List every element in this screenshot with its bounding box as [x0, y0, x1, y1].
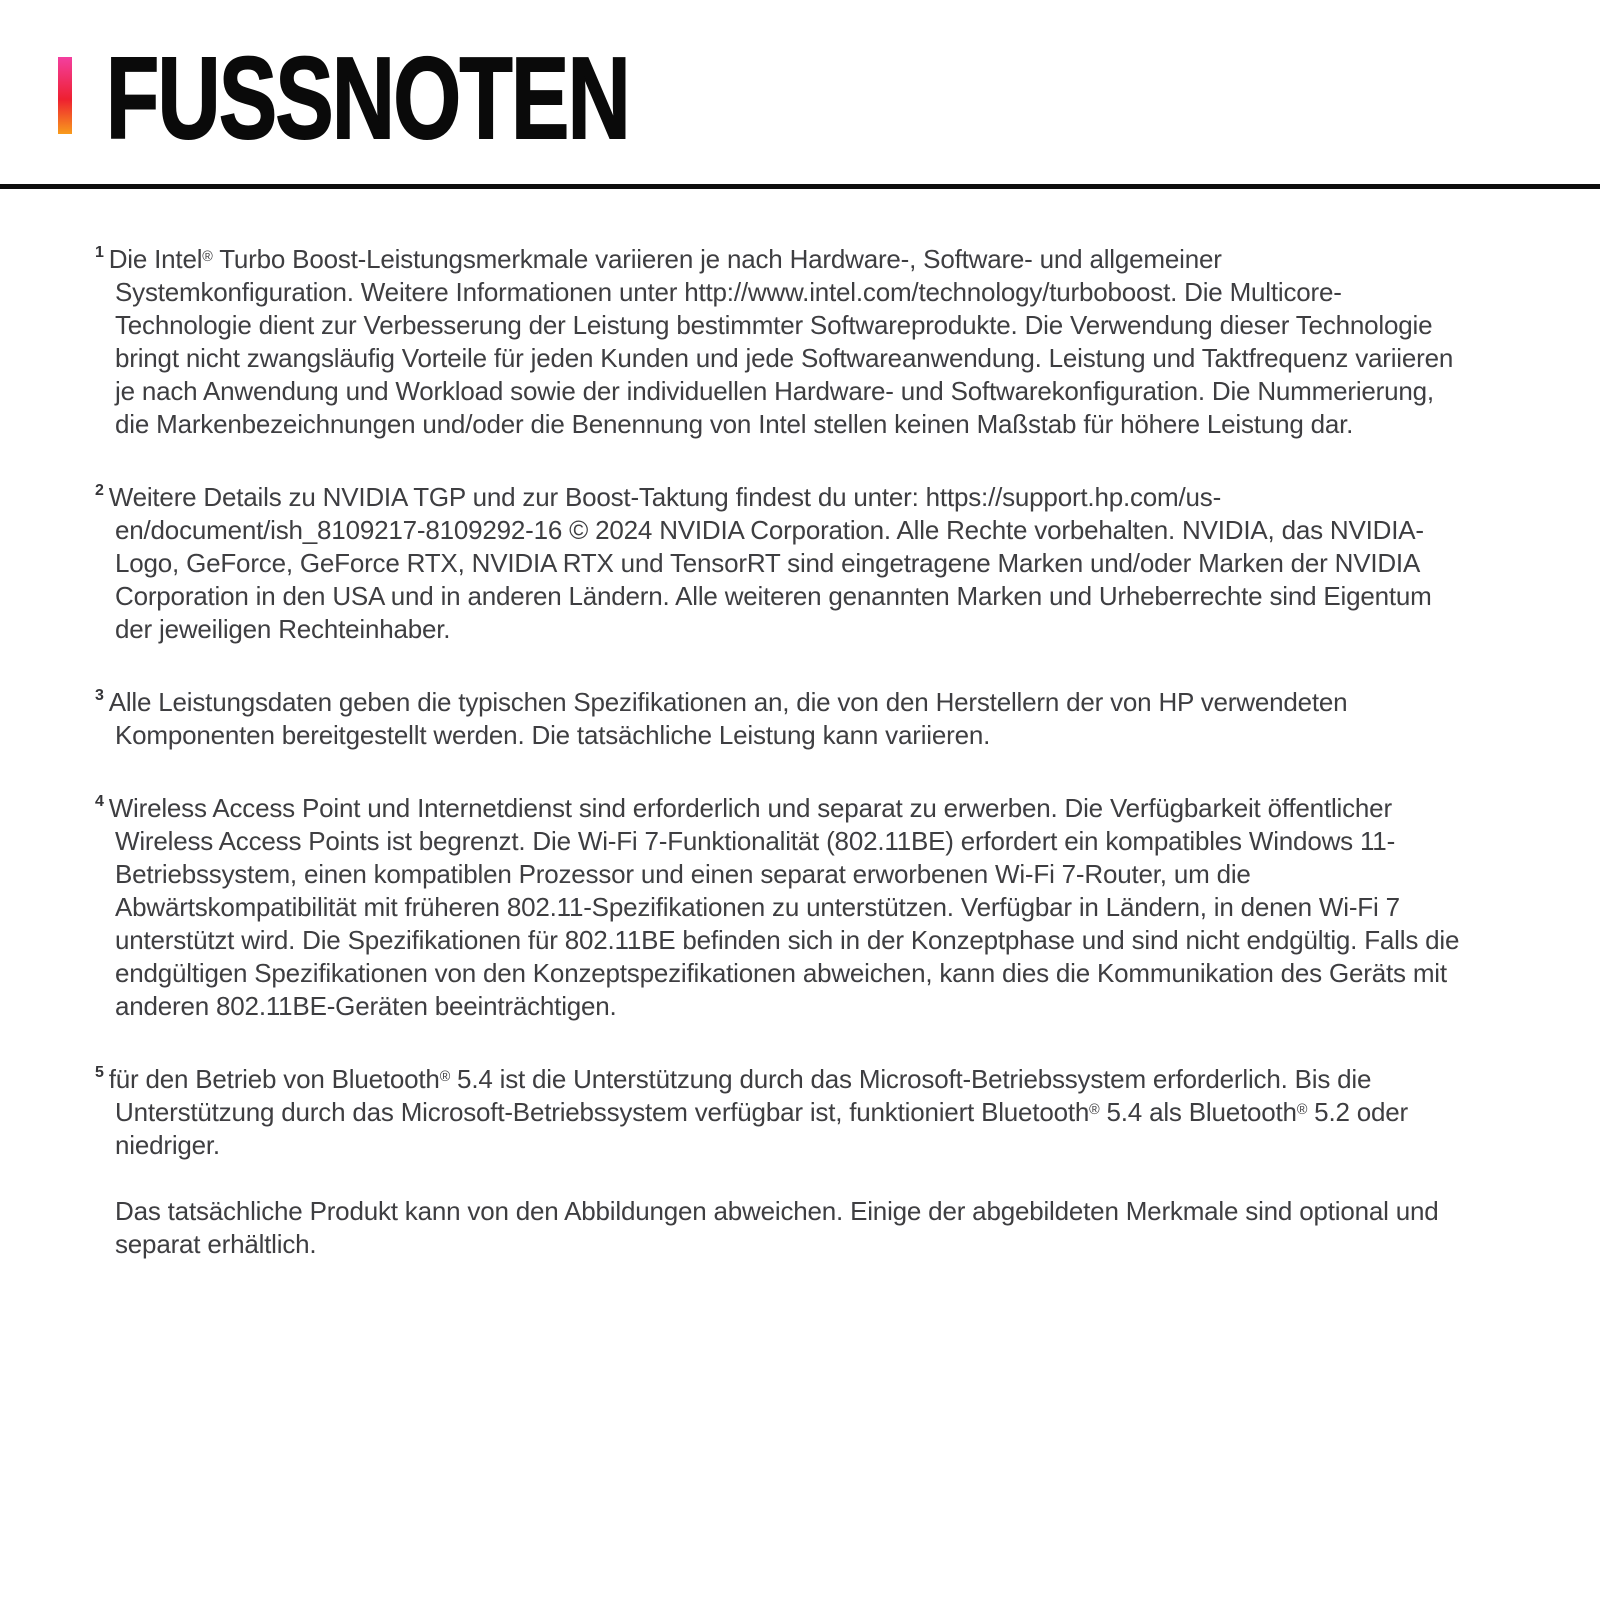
footnote-1-text: Die Intel® Turbo Boost-Leistungsmerkmale variieren je nach Hardware-, Software- und allgemeiner Systemkonfiguration. Weitere Informationen unter http://www.intel.com/technology/turboboost. Die Multicore-Technologie dient zur Verbesserung der Leistung bestimmter Softwareprodukte. Die Verwendung dieser Technologie bringt nicht zwangsläufig Vorteile für jeden Kunden und jede Softwareanwendung. Leistung und Taktfrequenz variieren je nach Anwendung und Workload sowie der individuellen Hardware- und Softwarekonfiguration. Die Nummerierung, die Markenbezeichnungen und/oder die Benennung von Intel stellen keinen Maßstab für höhere Leistung dar. — [108, 244, 1454, 439]
closing-note — [95, 1195, 1460, 1261]
footnote-5-marker: 5 — [95, 1064, 104, 1081]
footnote-2-text: Weitere Details zu NVIDIA TGP und zur Boost-Taktung findest du unter: https://support.hp.com/us-en/document/ish_8109217-8109292-16 © 2024 NVIDIA Corporation. Alle Rechte vorbehalten. NVIDIA, das NVIDIA-Logo, GeForce, GeForce RTX, NVIDIA RTX und TensorRT sind eingetragene Marken und/oder Marken der NVIDIA Corporation in den USA und in anderen Ländern. Alle weiteren genannten Marken und Urheberrechte sind Eigentum der jeweiligen Rechteinhaber. — [108, 482, 1432, 644]
page-header — [0, 0, 1600, 184]
footnote-2 — [95, 474, 1460, 646]
footnote-5 — [95, 1056, 1460, 1162]
closing-note-text: Das tatsächliche Produkt kann von den Abbildungen abweichen. Einige der abgebildeten Merkmale sind optional und separat erhältlich. — [115, 1196, 1439, 1259]
footnote-4 — [95, 785, 1460, 1023]
footnote-1 — [95, 236, 1460, 441]
footnote-3-text: Alle Leistungsdaten geben die typischen Spezifikationen an, die von den Herstellern der von HP verwendeten Komponenten bereitgestellt werden. Die tatsächliche Leistung kann variieren. — [108, 687, 1348, 750]
footnote-2-marker: 2 — [95, 482, 104, 499]
footnote-1-marker: 1 — [95, 244, 104, 261]
footnote-5-text: für den Betrieb von Bluetooth® 5.4 ist die Unterstützung durch das Microsoft-Betriebssystem erforderlich. Bis die Unterstützung durch das Microsoft-Betriebssystem verfügbar ist, funktioniert Bluetooth® 5.4 als Bluetooth® 5.2 oder niedriger. — [108, 1064, 1408, 1160]
accent-gradient-bar — [58, 57, 72, 134]
footnote-3-marker: 3 — [95, 687, 104, 704]
header-divider — [0, 184, 1600, 189]
footnote-4-marker: 4 — [95, 793, 104, 810]
footnote-4-text: Wireless Access Point und Internetdienst sind erforderlich und separat zu erwerben. Die Verfügbarkeit öffentlicher Wireless Access Points ist begrenzt. Die Wi-Fi 7-Funktionalität (802.11BE) erfordert ein kompatibles Windows 11-Betriebssystem, einen kompatiblen Prozessor und einen separat erworbenen Wi-Fi 7-Router, um die Abwärtskompatibilität mit früheren 802.11-Spezifikationen zu unterstützen. Verfügbar in Ländern, in denen Wi-Fi 7 unterstützt wird. Die Spezifikationen für 802.11BE befinden sich in der Konzeptphase und sind nicht endgültig. Falls die endgültigen Spezifikationen von den Konzeptspezifikationen abweichen, kann dies die Kommunikation des Geräts mit anderen 802.11BE-Geräten beeinträchtigen. — [108, 793, 1460, 1021]
footnote-3 — [95, 679, 1460, 752]
footnotes-list — [95, 236, 1460, 1294]
page-title: FUSSNOTEN — [106, 33, 630, 163]
